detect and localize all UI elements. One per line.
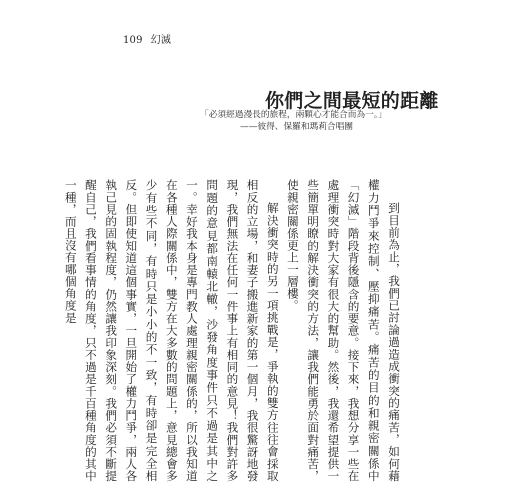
epigraph-attribution: ——彼得、保羅和瑪莉合唱團	[240, 122, 353, 133]
body-paragraph-1: 到目前為止，我們已討論過造成衝突的痛苦，如何藉權力鬥爭來控制、壓抑痛苦。痛苦的目的和親密關係中「幻滅」階段背後隱含的要意。接下來，我想分享一些在處理衝突時對大家有很大的幫助。然後，我還希望提供一些簡單明瞭的解決衝突的方法，讓我們能勇於面對痛苦，使親密關係更上一層樓。	[285, 179, 401, 482]
book-title: 幻滅	[150, 35, 172, 46]
epigraph	[200, 109, 405, 134]
vertical-body-text	[63, 179, 404, 482]
epigraph-quote: 「必須經過漫長的旅程，兩顆心才能合而為一。」	[200, 110, 387, 120]
running-header	[123, 31, 171, 46]
page-number: 109	[123, 35, 143, 46]
body-paragraph-2: 解決衝突時的另一項挑戰是，爭執的雙方往往會採取相反的立場，和妻子搬進新家的第一個月，我很驚訝地發現，我們無法在任何一件事上有相同的意見！我們對許多問題的意見都南轅北轍，沙發角度事件只不過是其中之一。幸好我本身是專門教人處理親密關係的，所以我知道在各種人際關係中，雙方在大多數的問題上，意見總會多少有些不同，有時只是小小的不一致，有時卻是完全相反。但即使知道這個事實，一旦開始了權力鬥爭，兩人各執己見的固執程度，仍然讓我印象深刻。我們必須不斷提醒自己，我們看事情的角度，只不過是千百種角度的其中一種，而且沒有哪個角度是	[63, 179, 280, 482]
chapter-title: 你們之間最短的距離	[265, 90, 439, 112]
